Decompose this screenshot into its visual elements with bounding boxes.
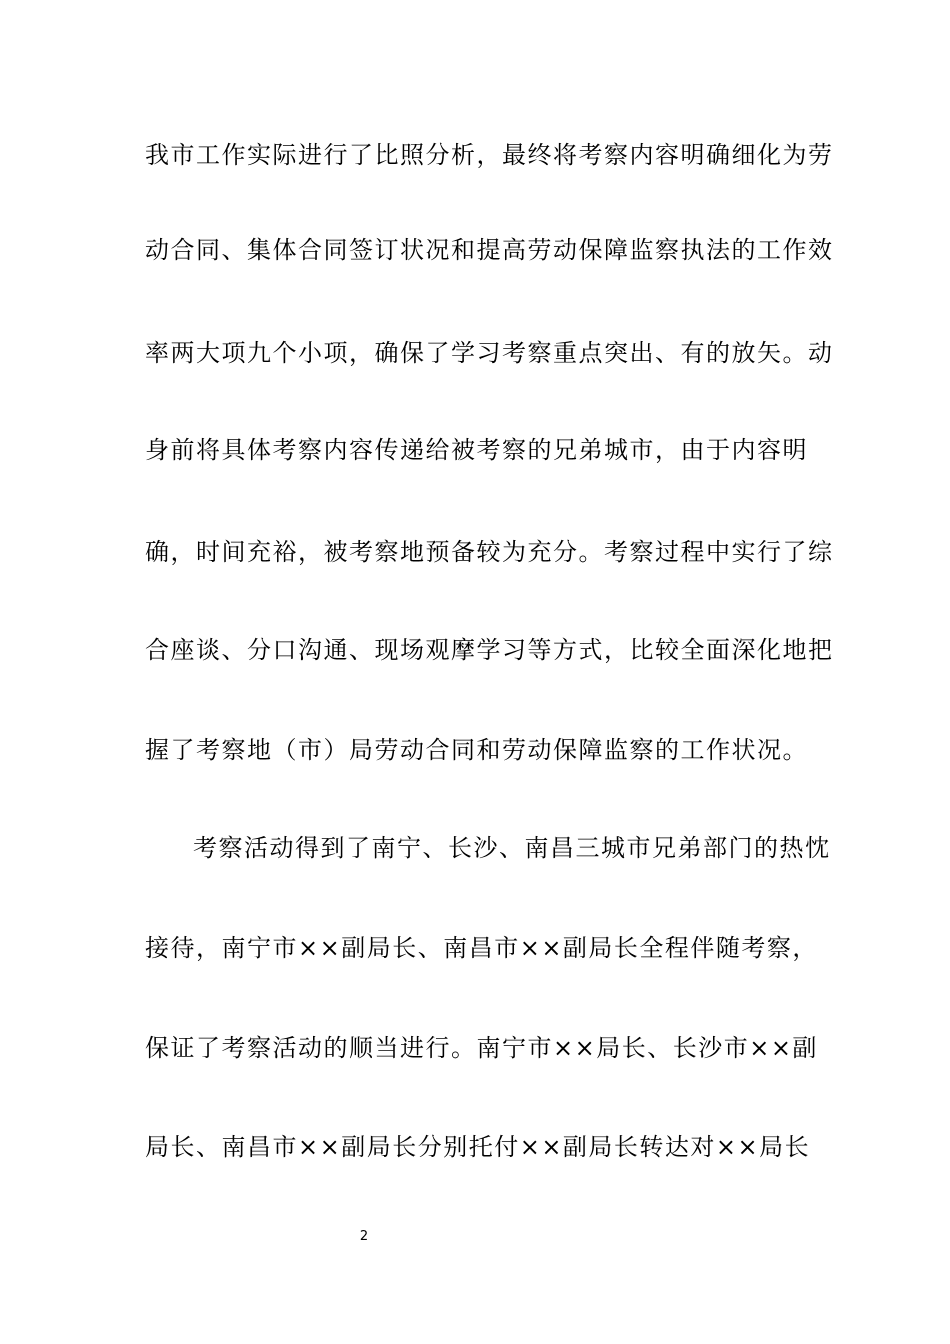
text-line-11: 局长、南昌市××副局长分别托付××副局长转达对××局长 — [145, 1133, 811, 1161]
text-line-9: 接待，南宁市××副局长、南昌市××副局长全程伴随考察， — [145, 934, 818, 962]
text-line-7: 握了考察地（市）局劳动合同和劳动保障监察的工作状况。 — [145, 736, 808, 764]
text-line-1: 我市工作实际进行了比照分析，最终将考察内容明确细化为劳 — [145, 141, 834, 169]
text-line-10: 保证了考察活动的顺当进行。南宁市××局长、长沙市××副 — [145, 1034, 818, 1062]
text-line-8-paragraph-start: 考察活动得到了南宁、长沙、南昌三城市兄弟部门的热忱 — [193, 834, 831, 862]
text-line-4: 身前将具体考察内容传递给被考察的兄弟城市，由于内容明 — [145, 436, 808, 464]
page-number: 2 — [359, 1229, 369, 1244]
text-line-6: 合座谈、分口沟通、现场观摩学习等方式，比较全面深化地把 — [145, 636, 834, 664]
text-line-3: 率两大项九个小项，确保了学习考察重点突出、有的放矢。动 — [145, 339, 834, 367]
text-line-2: 动合同、集体合同签订状况和提高劳动保障监察执法的工作效 — [145, 236, 834, 264]
text-line-5: 确，时间充裕，被考察地预备较为充分。考察过程中实行了综 — [145, 538, 834, 566]
